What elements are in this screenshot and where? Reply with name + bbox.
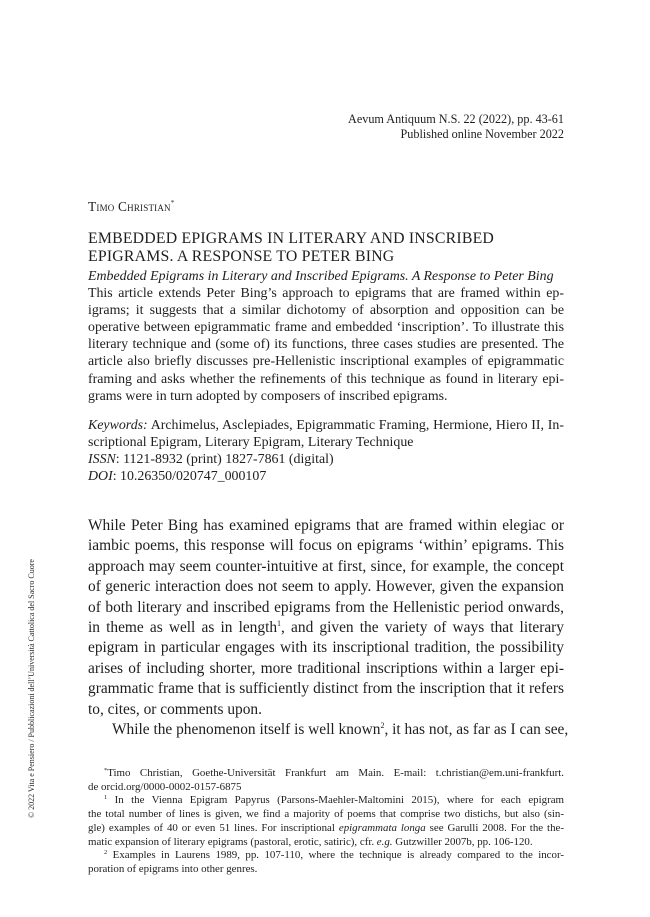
keywords-line: Keywords: Archimelus, Asclepiades, Epigrammatic Framing, Hermione, Hiero II, In- [88,418,564,433]
abstract-line: This article extends Peter Bing’s approach to epigrams that are framed within ep- [88,286,564,302]
author-name: Timo Christian* [88,199,175,214]
body-line: arises of including shorter, more traditional inscriptions within a larger epi- [88,659,564,677]
abstract-line: framing and asks whether the refinements of this technique as found in literary epi- [88,371,564,387]
body-line: epigram in particular engages with its inscriptional tradition, the possibility [88,639,564,657]
footnote-ref-2: 2 [380,721,385,731]
body-line: While the phenomenon itself is well known$^2$, it has not, as far as I can see, [112,721,569,739]
body-line: iambic poems, this response will focus on epigrams ‘within’ epigrams. This [88,537,564,555]
keywords-block [88,417,564,485]
keywords-line: scriptional Epigram, Literary Epigram, Literary Technique [88,435,414,451]
body-line: approach may seem counter-intuitive at first, since, for example, the concept [88,557,564,575]
body-line: of both literary and inscribed epigrams from the Hellenistic period onwards, [88,598,564,616]
body-text [88,516,569,740]
footnote-line: gle) examples of 40 or even 51 lines. For inscriptional epigrammata longa see Garulli 2008. For the the- [88,821,564,834]
abstract-line: literary technique and (some of) its functions, three cases studies are presented. The [88,337,564,353]
abstract-line: igrams; it suggests that a similar dichotomy of absorption and opposition can be [88,303,564,319]
article-title: EMBEDDED EPIGRAMS IN LITERARY AND INSCRIBED EPIGRAMS. A RESPONSE TO PETER BING [88,230,495,265]
footnote-line: de orcid.org/0000-0002-0157-6875 [88,780,242,793]
footnotes [88,767,564,877]
footnote-line: poration of epigrams into other genres. [88,862,258,875]
body-line: While Peter Bing has examined epigrams that are framed within elegiac or [88,517,564,534]
footnote-1: $^1$ In the Vienna Epigram Papyrus (Parsons-Maehler-Maltomini 2015), where for each epigram [104,794,564,807]
abstract-heading: Embedded Epigrams in Literary and Inscribed Epigrams. A Response to Peter Bing [88,269,554,284]
author-footnote-mark: * [170,199,175,207]
journal-citation: Aevum Antiquum N.S. 22 (2022), pp. 43-61 [348,112,564,126]
keywords-label: Keywords: [88,418,148,433]
copyright-sidebar: © 2022 Vita e Pensiero / Pubblicazioni dell’Università Cattolica del Sacro Cuore [27,559,36,818]
footnote-star: *Timo Christian, Goethe-Universität Frankfurt am Main. E-mail: t.christian@em.uni-frankfurt. [104,767,564,779]
abstract [88,268,564,405]
body-line: to, cites, or comments upon. [88,700,262,718]
footnote-2: $^2$ Examples in Laurens 1989, pp. 107-110, where the technique is already compared to the incor- [104,849,564,862]
doi-line: DOI: 10.26350/020747_000107 [88,469,267,485]
footnote-line: the total number of lines is given, we find a majority of poems that comprise two distichs, but also (sin- [88,808,564,821]
footnote-ref-1: 1 [277,619,282,629]
footnote-line: matic expansion of literary epigrams (pastoral, erotic, satiric), cfr. e.g. Gutzwiller 2007b, pp. 106-120. [88,835,533,848]
publication-date: Published online November 2022 [400,126,564,141]
body-line: of generic interaction does not seem to apply. However, given the expansion [88,578,564,596]
body-line: in theme as well as in length$^1$, and given the variety of ways that literary [88,619,564,637]
abstract-line: grams were in turn adopted by composers of inscribed epigrams. [88,388,448,404]
journal-header [348,112,564,141]
body-line: grammatic frame that is sufficiently distinct from the inscription that it refers [88,680,564,698]
abstract-line: article also briefly discusses pre-Hellenistic inscriptional examples of epigrammatic [88,354,564,370]
issn-line: ISSN: 1121-8932 (print) 1827-7861 (digital) [88,452,334,468]
abstract-line: operative between epigrammatic frame and embedded ‘inscription’. To illustrate this [88,320,564,336]
